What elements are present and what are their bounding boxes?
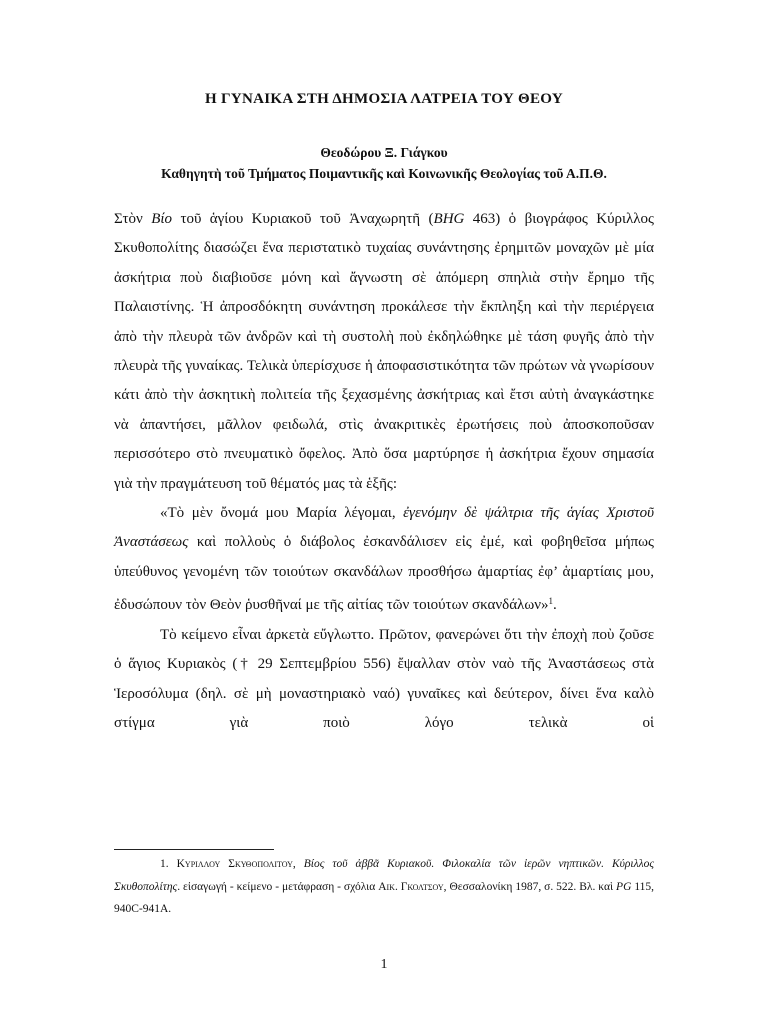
- page-number: 1: [380, 957, 388, 972]
- document-title: Η ΓΥΝΑΙΚΑ ΣΤΗ ΔΗΜΟΣΙΑ ΛΑΤΡΕΙΑ ΤΟΥ ΘΕΟΥ: [205, 91, 563, 107]
- footnote-ref[interactable]: 1: [548, 596, 553, 607]
- footnote-number: 1.: [160, 858, 169, 870]
- body-text: [114, 205, 654, 738]
- paragraph-intro: Στὸν Βίο τοῦ ἁγίου Κυριακοῦ τοῦ Ἀναχωρητῆ (BHG 463) ὁ βιογράφος Κύριλλος Σκυθοπολίτης διασώζει ἕνα περιστατικὸ τυχαίας συνάντησης ἐρημιτῶν μοναχῶν μὲ μία ἀσκήτρια ποὺ διαβιοῦσε μόνη καὶ ἄγνωστη σὲ ἀπόμερη σπηλιὰ στὴν ἔρημο τῆς Παλαιστίνης. Ἡ ἀπροσδόκητη συνάντηση προκάλεσε τὴν ἔκπληξη καὶ τὴν περιέργεια ἀπὸ τὴν πλευρὰ τῶν ἀνδρῶν καὶ τὴ συστολὴ ποὺ ἐκδηλώθηκε μὲ τάση φυγῆς ἀπὸ τὴν πλευρὰ τῆς γυναίκας. Τελικὰ ὑπερίσχυσε ἡ ἀποφασιστικότητα τῶν πρώτων νὰ γνωρίσουν κάτι ἀπὸ τὴν ἀσκητικὴ πολιτεία τῆς ξεχασμένης ἀσκήτριας καὶ ἔτσι αὐτὴ ἀναγκάστηκε νὰ ἀπαντήσει, μᾶλλον φειδωλά, στὶς ἀνακριτικὲς ἐρωτήσεις ποὺ ἀποσκοποῦσαν περισσότερο στὸ πνευματικὸ ὄφελος. Ἀπὸ ὅσα μαρτύρησε ἡ ἀσκήτρια ἔχουν σημασία γιὰ τὴν πραγμάτευση τοῦ θέματός μας τὰ ἑξῆς:: [114, 211, 654, 492]
- footnote: 1. Κυριλλου Σκυθοπολιτου, Βίος τοῦ ἀββᾶ Κυριακοῦ. Φιλοκαλία τῶν ἱερῶν νηπτικῶν. Κύριλλος Σκυθοπολίτης. εἰσαγωγή - κείμενο - μετάφραση - σχόλια Αικ. Γκολτσου, Θεσσαλονίκη 1987, σ. 522. Βλ. καὶ PG 115, 940C-941A.: [114, 858, 655, 915]
- footnote-divider: [114, 849, 274, 850]
- quote-paragraph: «Τὸ μὲν ὄνομά μου Μαρία λέγομαι, ἐγενόμην δὲ ψάλτρια τῆς ἁγίας Χριστοῦ Ἀναστάσεως καὶ πολλοὺς ὁ διάβολος ἐσκανδάλισεν εἰς ἐμέ, καὶ φοβηθεῖσα μήπως ὑπεύθυνος γενομένη τῶν τοιούτων σκανδάλων προσθήσω ἁμαρτίας ἐφ’ ἁμαρτίαις μου, ἐδυσώπουν τὸν Θεὸν ῥυσθῆναί με τῆς αἰτίας τῶν τοιούτων σκανδάλων»$^1$.: [114, 505, 654, 614]
- author-name: Θεοδώρου Ξ. Γιάγκου: [320, 145, 448, 160]
- paragraph-commentary: Τὸ κείμενο εἶναι ἀρκετὰ εὔγλωττο. Πρῶτον, φανερώνει ὅτι τὴν ἐποχὴ ποὺ ζοῦσε ὁ ἅγιος Κυριακὸς († 29 Σεπτεμβρίου 556) ἔψαλλαν στὸν ναὸ τῆς Ἀναστάσεως στὰ Ἱεροσόλυμα (δηλ. σὲ μὴ μοναστηριακὸ ναό) γυναῖκες καὶ δεύτερον, δίνει ἕνα καλὸ στίγμα γιὰ ποιὸ λόγο τελικὰ οἱ: [114, 626, 654, 731]
- author-affiliation: Καθηγητὴ τοῦ Τμήματος Ποιμαντικῆς καὶ Κοινωνικῆς Θεολογίας τοῦ Α.Π.Θ.: [161, 166, 607, 181]
